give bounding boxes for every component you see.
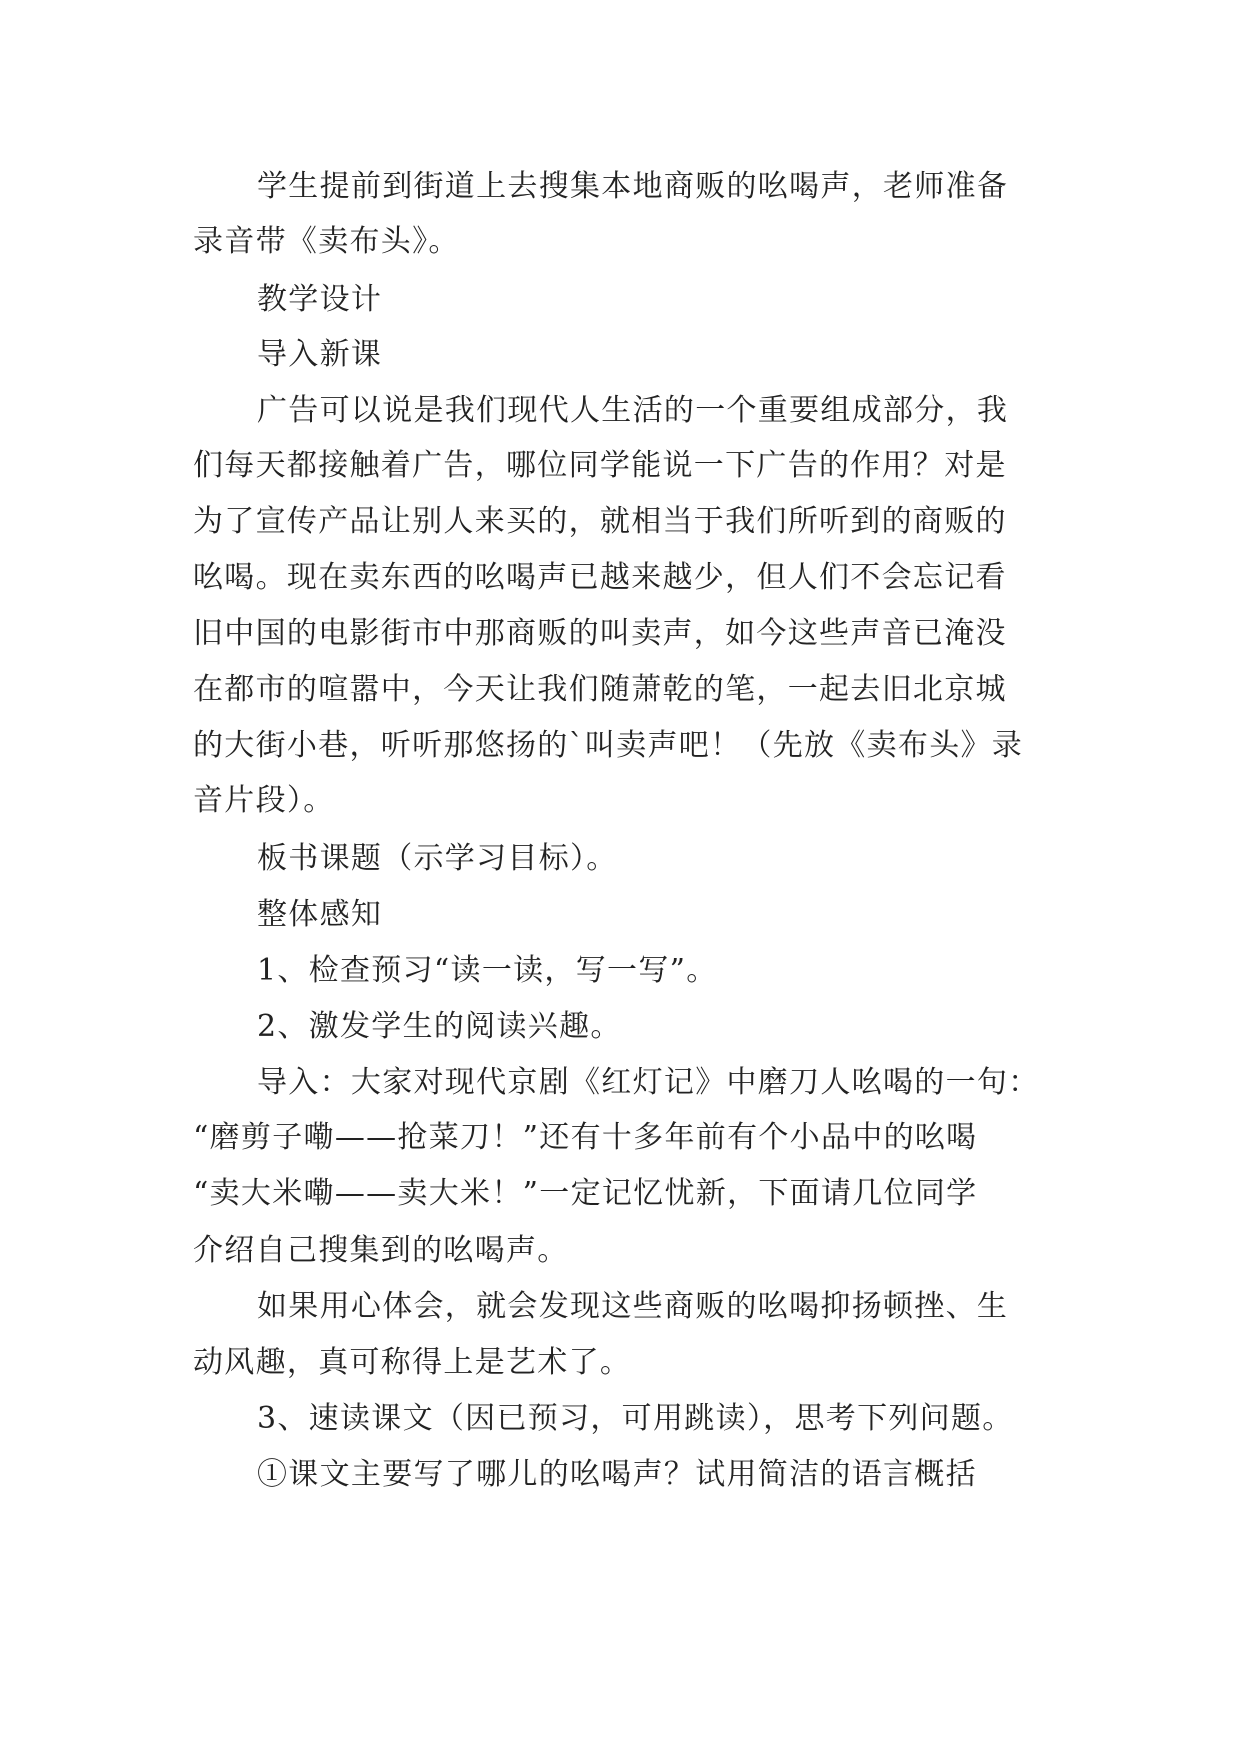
paragraph-line: 导入：大家对现代京剧《红灯记》中磨刀人吆喝的一句： (257, 1065, 1040, 1100)
paragraph-line: 广告可以说是我们现代人生活的一个重要组成部分，我 (257, 393, 1009, 428)
paragraph-line: “磨剪子嘞——抢菜刀！”还有十多年前有个小品中的吆喝 (193, 1120, 978, 1155)
paragraph-line: 录音带《卖布头》。 (193, 224, 460, 259)
paragraph-line: 介绍自己搜集到的吆喝声。 (193, 1233, 569, 1268)
paragraph-line: 旧中国的电影街市中那商贩的叫卖声，如今这些声音已淹没 (193, 616, 1007, 651)
section-heading: 导入新课 (257, 337, 383, 372)
paragraph-line: 为了宣传产品让别人来买的，就相当于我们所听到的商贩的 (193, 504, 1007, 539)
section-heading: 教学设计 (257, 282, 383, 317)
paragraph-line: 如果用心体会，就会发现这些商贩的吆喝抑扬顿挫、生 (257, 1289, 1009, 1324)
list-item: ①课文主要写了哪儿的吆喝声？试用简洁的语言概括 (257, 1457, 977, 1492)
paragraph-line: 音片段）。 (193, 783, 335, 818)
paragraph-line: 的大街小巷，听听那悠扬的`叫卖声吧！（先放《卖布头》录 (193, 728, 1024, 763)
section-heading: 整体感知 (257, 897, 383, 932)
paragraph-line: 吆喝。现在卖东西的吆喝声已越来越少，但人们不会忘记看 (193, 560, 1007, 595)
list-item: 1、检查预习“读一读，写一写”。 (257, 953, 718, 988)
paragraph-line: 动风趣，真可称得上是艺术了。 (193, 1345, 632, 1380)
paragraph-line: 板书课题（示学习目标）。 (257, 841, 618, 876)
list-item: 2、激发学生的阅读兴趣。 (257, 1009, 622, 1044)
paragraph-line: 学生提前到街道上去搜集本地商贩的吆喝声，老师准备 (257, 169, 1009, 204)
paragraph-line: 们每天都接触着广告，哪位同学能说一下广告的作用？对是 (193, 448, 1007, 483)
list-item: 3、速读课文（因已预习，可用跳读），思考下列问题。 (257, 1401, 1014, 1436)
paragraph-line: 在都市的喧嚣中，今天让我们随萧乾的笔，一起去旧北京城 (193, 672, 1007, 707)
paragraph-line: “卖大米嘞——卖大米！”一定记忆忧新，下面请几位同学 (193, 1176, 978, 1211)
